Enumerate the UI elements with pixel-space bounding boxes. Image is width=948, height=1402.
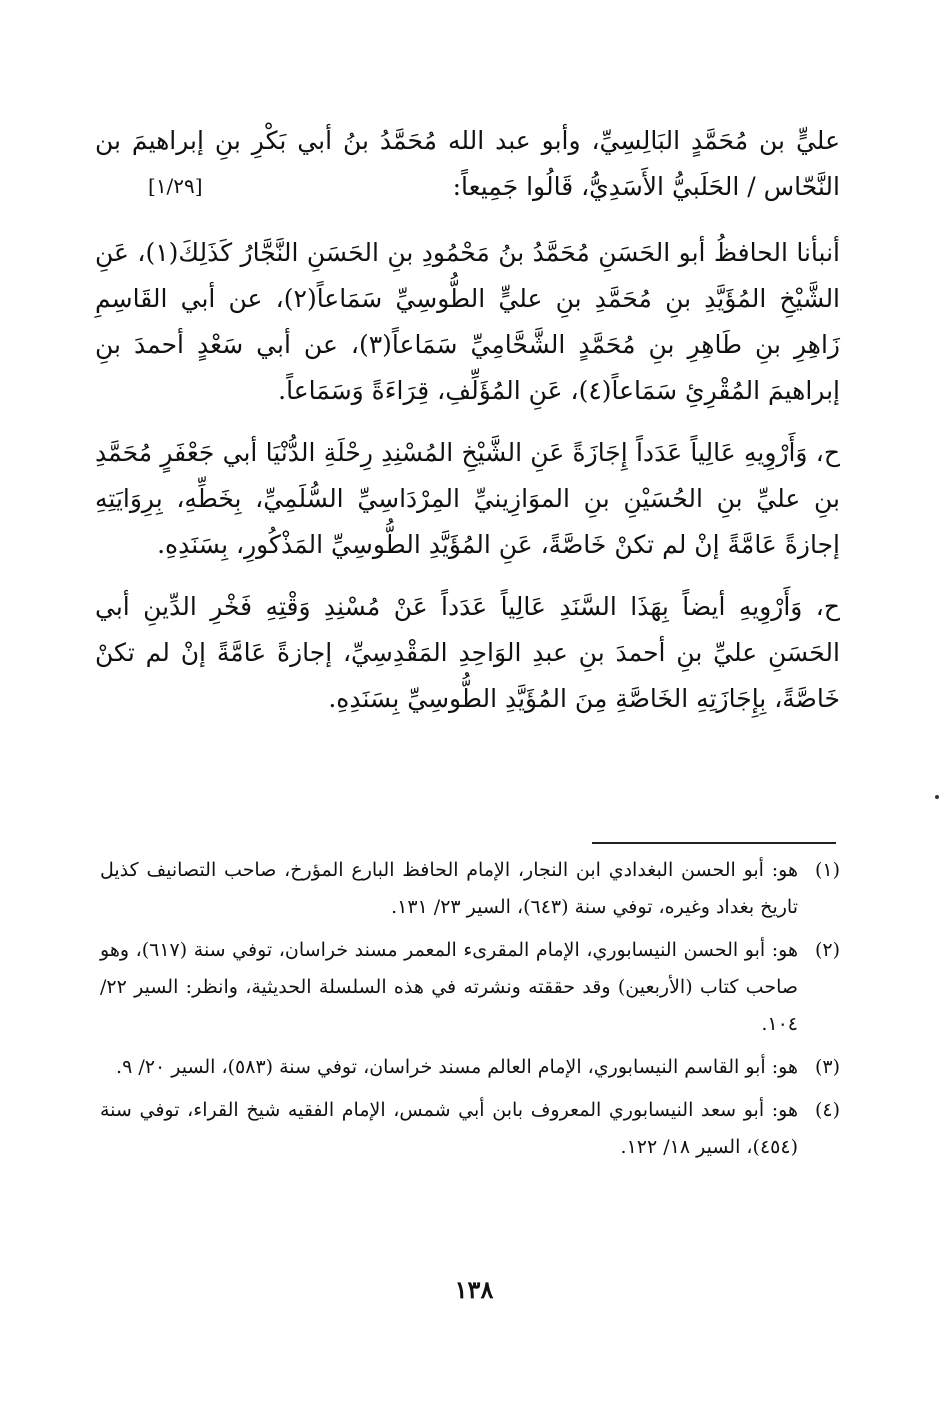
footnote-number: (١) (814, 859, 840, 881)
footnote-text: هو: أبو القاسم النيسابوري، الإمام العالم مسند خراسان، توفي سنة (٥٨٣)، السير ٢٠/ ٩. (116, 1056, 798, 1078)
footnote-text: هو: أبو الحسن البغدادي ابن النجار، الإمام الحافظ البارع المؤرخ، صاحب التصانيف كذيل تاريخ بغداد وغيره، توفي سنة (٦٤٣)، السير ٢٣/ ١٣١. (100, 859, 798, 918)
footnote (100, 852, 840, 926)
folio-marker: [١/٢٩] (148, 174, 203, 198)
paragraph-riwaya-2: ح، وَأَرْوِيهِ أيضاً بِهَذَا السَّنَدِ عَالِياً عَدَداً عَنْ مُسْنِدِ وَقْتِهِ فَخْرِ الدِّينِ أبي الحَسَنِ عليِّ بنِ أحمدَ بنِ عبدِ الوَاحِدِ المَقْدِسِيِّ، إجازةً عَامَّةً إنْ لم تكنْ خَاصَّةً، بِإِجَازَتِهِ الخَاصَّةِ مِنَ المُؤَيَّدِ الطُّوسِيِّ بِسَنَدِهِ. (95, 592, 840, 713)
footnote-number: (٣) (814, 1056, 840, 1078)
footnote (100, 932, 840, 1043)
footnote-text: هو: أبو سعد النيسابوري المعروف بابن أبي شمس، الإمام الفقيه شيخ القراء، توفي سنة (٤٥٤)، السير ١٨/ ١٢٢. (100, 1099, 798, 1158)
main-text (95, 118, 840, 738)
page-number: ١٣٨ (454, 1275, 494, 1304)
footnote-number: (٢) (814, 939, 840, 961)
footnote (100, 1049, 840, 1086)
paragraph-anba-ana: أنبأنا الحافظُ أبو الحَسَنِ مُحَمَّدُ بنُ مَحْمُودِ بنِ الحَسَنِ النَّجَّارُ كَذَلِكَ(١)، عَنِ الشَّيْخِ المُؤَيَّدِ بنِ مُحَمَّدِ بنِ عليٍّ الطُّوسِيِّ سَمَاعاً(٢)، عن أبي القَاسِمِ زَاهِرِ بنِ طَاهِرِ بنِ مُحَمَّدٍ الشَّحَّامِيِّ سَمَاعاً(٣)، عن أبي سَعْدٍ أحمدَ بنِ إبراهيمَ المُقْرِئِ سَمَاعاً(٤)، عَنِ المُؤَلِّفِ، قِرَاءَةً وَسَمَاعاً. (95, 238, 841, 405)
paragraph-isnad-intro: عليٍّ بن مُحَمَّدٍ البَالِسِيِّ، وأبو عبد الله مُحَمَّدُ بنُ أبي بَكْرِ بنِ إبراهيمَ بن النَّحّاس / الحَلَبيُّ الأَسَدِيُّ، قَالُوا جَمِيعاً: (95, 126, 840, 201)
footnote-text: هو: أبو الحسن النيسابوري، الإمام المقرىء المعمر مسند خراسان، توفي سنة (٦١٧)، وهو صاحب كتاب (الأربعين) وقد حققته ونشرته في هذه السلسلة الحديثية، وانظر: السير ٢٢/ ١٠٤. (100, 939, 798, 1035)
footnote (100, 1092, 840, 1166)
footnote-number: (٤) (814, 1099, 840, 1121)
footnote-divider (592, 842, 836, 844)
footnotes (100, 852, 840, 1172)
paragraph-riwaya-1: ح، وَأَرْوِيهِ عَالِياً عَدَداً إِجَازَةً عَنِ الشَّيْخِ المُسْنِدِ رِحْلَةِ الدُّنْيَا أبي جَعْفَرٍ مُحَمَّدِ بنِ عليِّ بنِ الحُسَيْنِ بنِ الموَازِينيِّ المِرْدَاسِيِّ السُّلَمِيِّ، بِخَطِّهِ، بِرِوَايَتِهِ إجازةً عَامَّةً إنْ لم تكنْ خَاصَّةً، عَنِ المُؤَيَّدِ الطُّوسِيِّ المَذْكُورِ، بِسَنَدِهِ. (95, 438, 840, 559)
margin-dot (935, 795, 939, 799)
